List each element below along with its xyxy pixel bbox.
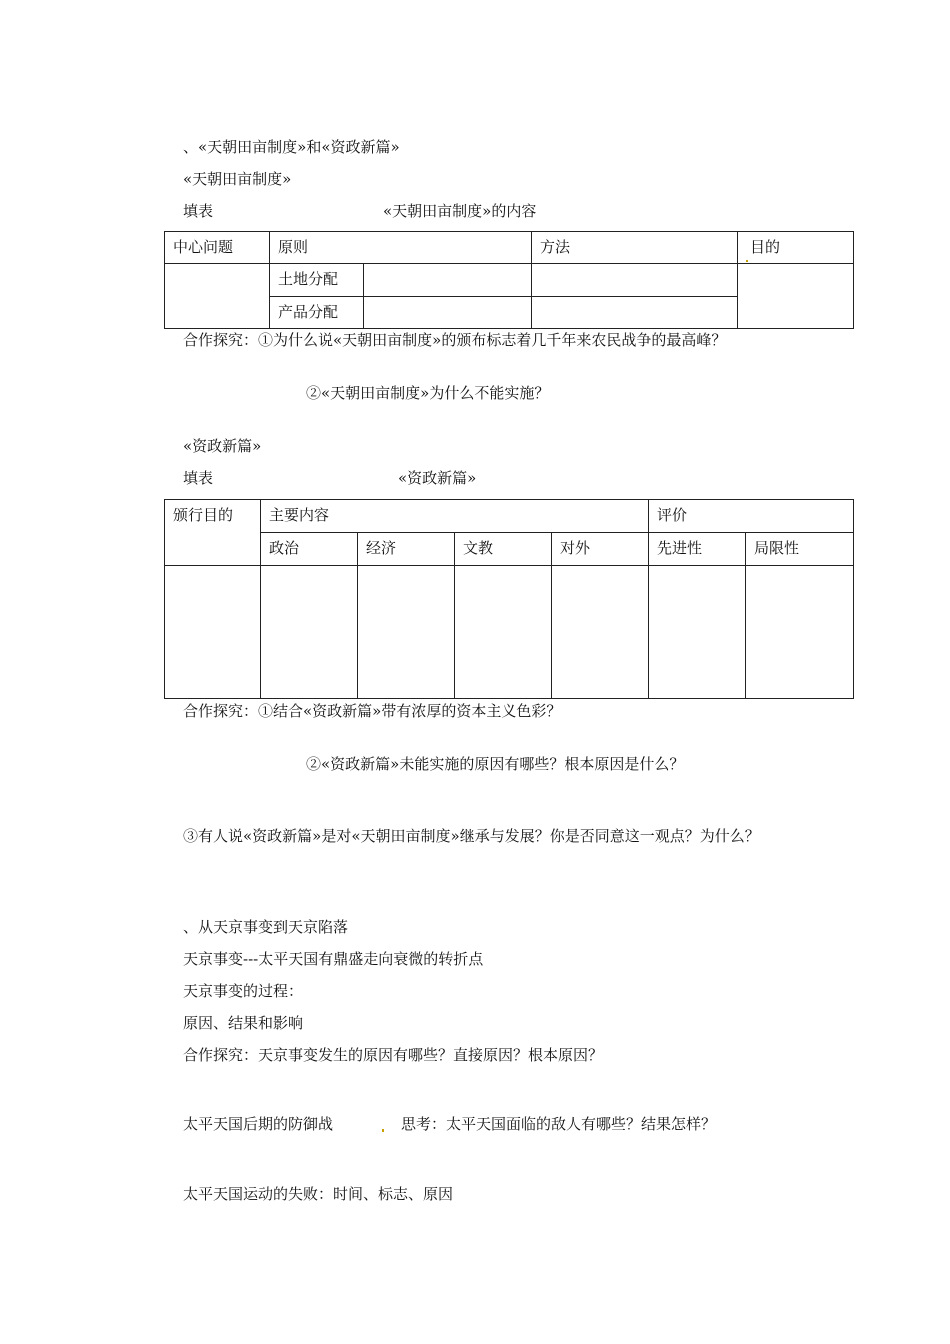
header-evaluation: 评价 [649,500,854,533]
header-main-content: 主要内容 [261,500,649,533]
line-causes-results: 原因、结果和影响 [183,1014,304,1032]
header-purpose: 目的 [738,232,854,264]
table-cell [364,264,532,297]
col-advanced: 先进性 [649,533,746,566]
fill-table-label: 填表 [183,202,214,220]
table-cell [649,566,746,699]
col-politics: 政治 [261,533,358,566]
line-defense-war: 太平天国后期的防御战 [183,1115,334,1133]
table-cell [738,264,854,329]
subheading-tianchao: «天朝田亩制度» [183,170,292,188]
section2-heading: 、从天京事变到天京陷落 [183,918,349,936]
table-cell [165,264,270,329]
question-5: ③有人说«资政新篇»是对«天朝田亩制度»继承与发展？你是否同意这一观点？为什么？ [183,827,760,845]
col-culture-education: 文教 [455,533,552,566]
header-principle: 原则 [270,232,532,264]
table-cell [364,297,532,329]
section1-heading: 、«天朝田亩制度»和«资政新篇» [183,138,400,156]
row-land-distribution: 土地分配 [270,264,364,297]
col-economy: 经济 [358,533,455,566]
table-cell [532,264,738,297]
decorative-dot [382,1129,384,1132]
header-method: 方法 [532,232,738,264]
table-cell [165,566,261,699]
line-think-question: 思考：太平天国面临的敌人有哪些？结果怎样？ [401,1115,717,1133]
zizheng-table [164,499,854,699]
fill-table-label-2: 填表 [183,469,214,487]
line-incident-process: 天京事变的过程： [183,982,304,1000]
subheading-zizheng: «资政新篇» [183,437,262,455]
table-cell [552,566,649,699]
line-tianjing-incident: 天京事变---太平天国有鼎盛走向衰微的转折点 [183,950,484,968]
line-cooperative-inquiry: 合作探究：天京事变发生的原因有哪些？直接原因？根本原因？ [183,1046,604,1064]
tianchao-table [164,231,854,329]
table2-caption: «资政新篇» [398,469,477,487]
col-foreign: 对外 [552,533,649,566]
row-product-distribution: 产品分配 [270,297,364,329]
line-movement-failure: 太平天国运动的失败：时间、标志、原因 [183,1185,454,1203]
table1-caption: «天朝田亩制度»的内容 [383,202,537,220]
question-1: 合作探究：①为什么说«天朝田亩制度»的颁布标志着几千年来农民战争的最高峰？ [183,331,727,349]
table-cell [358,566,455,699]
table-cell [532,297,738,329]
header-center-issue: 中心问题 [165,232,270,264]
table-cell [261,566,358,699]
table-cell [455,566,552,699]
table-cell [746,566,854,699]
question-2: ②«天朝田亩制度»为什么不能实施？ [306,384,550,402]
question-4: ②«资政新篇»未能实施的原因有哪些？根本原因是什么？ [306,755,685,773]
question-3: 合作探究：①结合«资政新篇»带有浓厚的资本主义色彩？ [183,702,562,720]
col-limitations: 局限性 [746,533,854,566]
header-issue-purpose: 颁行目的 [165,500,261,566]
